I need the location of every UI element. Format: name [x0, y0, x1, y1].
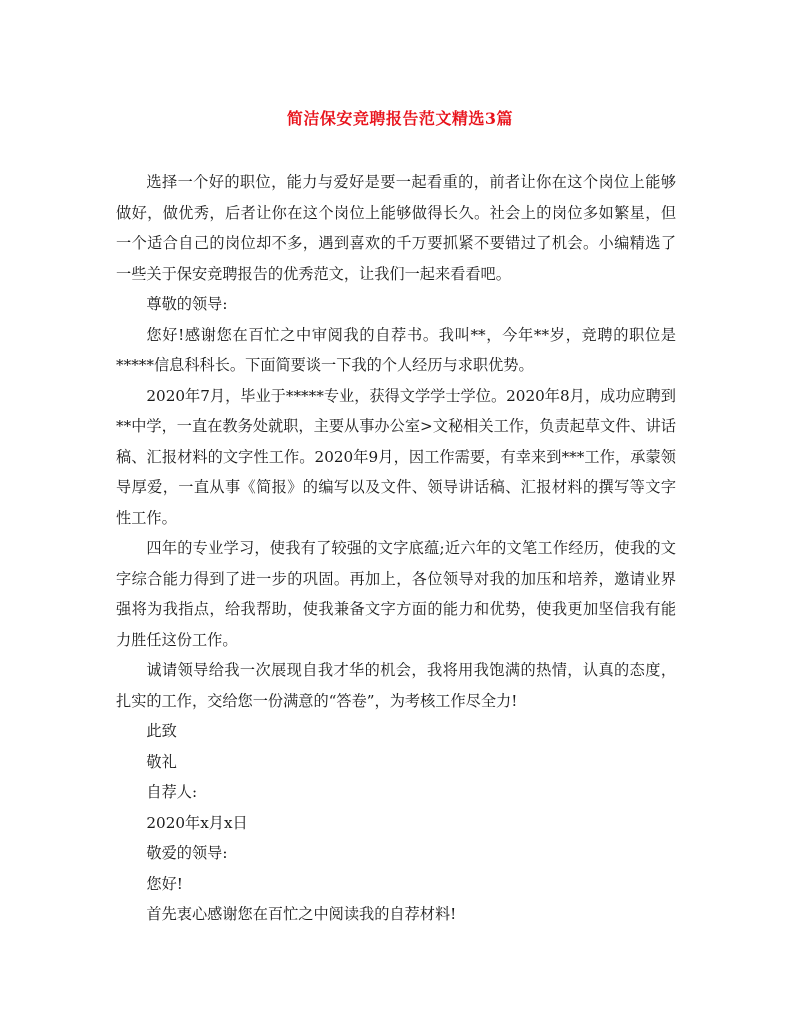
paragraph-experience: 2020年7月，毕业于*****专业，获得文学学士学位。2020年8月，成功应聘到**中学，一直在教务处就职，主要从事办公室>文秘相关工作，负责起草文件、讲话稿、汇报材料的文字性工作。2020年9月，因工作需要，有幸来到***工作，承蒙领导厚爱，一直从事《简报》的编写以及文件、领导讲话稿、汇报材料的撰写等文字性工作。: [116, 386, 676, 527]
paragraph-closing-2: 敬礼: [146, 752, 177, 771]
paragraph-greeting: 您好!感谢您在百忙之中审阅我的自荐书。我叫**，今年**岁，竞聘的职位是*****信息科科长。下面简要谈一下我的个人经历与求职优势。: [116, 325, 676, 374]
document-title: 简洁保安竞聘报告范文精选3篇: [286, 109, 514, 128]
paragraph-request: 诚请领导给我一次展现自我才华的机会，我将用我饱满的热情，认真的态度，扎实的工作，交给您一份满意的“答卷”，为考核工作尽全力!: [116, 661, 676, 710]
paragraph-greeting-2: 您好!: [146, 874, 183, 893]
paragraph-salutation-2: 敬爱的领导:: [146, 844, 228, 862]
document-body: [116, 167, 676, 930]
paragraph-thanks: 首先衷心感谢您在百忙之中阅读我的自荐材料!: [146, 905, 457, 923]
paragraph-abilities: 四年的专业学习，使我有了较强的文字底蕴;近六年的文笔工作经历，使我的文字综合能力得到了进一步的巩固。再加上，各位领导对我的加压和培养，邀请业界强将为我指点，给我帮助，使我兼备文字方面的能力和优势，使我更加坚信我有能力胜任这份工作。: [116, 539, 676, 649]
paragraph-salutation: 尊敬的领导:: [146, 295, 228, 313]
paragraph-date: 2020年x月x日: [146, 813, 248, 832]
paragraph-closing-1: 此致: [146, 722, 177, 740]
paragraph-signature: 自荐人:: [146, 783, 198, 801]
paragraph-intro: 选择一个好的职位，能力与爱好是要一起看重的，前者让你在这个岗位上能够做好，做优秀，后者让你在这个岗位上能够做得长久。社会上的岗位多如繁星，但一个适合自己的岗位却不多，遇到喜欢的千万要抓紧不要错过了机会。小编精选了一些关于保安竞聘报告的优秀范文，让我们一起来看看吧。: [116, 173, 676, 283]
